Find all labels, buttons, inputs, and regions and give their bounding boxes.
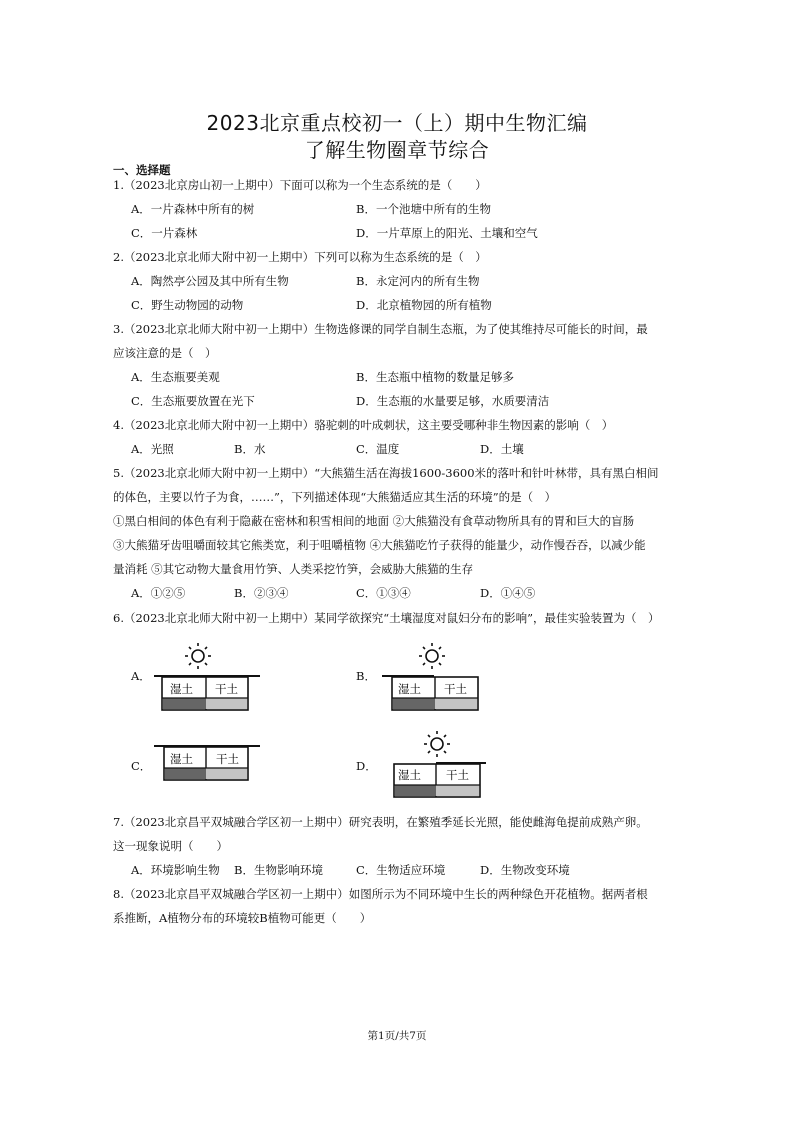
document-title: 2023北京重点校初一（上）期中生物汇编 <box>206 111 588 135</box>
q5-statement-line3: 量消耗 ⑤其它动物大量食用竹笋、人类采挖竹笋，会威胁大熊猫的生存 <box>113 562 474 576</box>
dry-soil-label: 干土 <box>215 682 238 696</box>
q4-option-b: B．水 <box>234 442 266 456</box>
q4-option-a: A．光照 <box>131 442 174 456</box>
q3-option-b: B．生态瓶中植物的数量足够多 <box>356 370 514 384</box>
q5-statement-line2: ③大熊猫牙齿咀嚼面较其它熊类宽，利于咀嚼植物 ④大熊猫吃竹子获得的能量少，动作慢吞吞，以减少能 <box>113 538 646 552</box>
q7-option-b: B．生物影响环境 <box>234 863 323 877</box>
wet-soil-label: 湿土 <box>398 682 421 696</box>
wet-soil-label: 湿土 <box>398 768 421 782</box>
q5-option-b: B．②③④ <box>234 586 289 600</box>
sun-icon <box>185 643 211 669</box>
q6-figure-a <box>150 640 270 715</box>
section-heading: 一、选择题 <box>113 163 171 177</box>
wet-soil-label: 湿土 <box>170 682 193 696</box>
q4-option-d: D．土壤 <box>480 442 524 456</box>
q4-stem: 4.（2023北京北师大附中初一上期中）骆驼刺的叶成刺状，这主要受哪种非生物因素的影响（ ） <box>113 418 614 432</box>
q8-stem-line2: 系推断，A植物分布的环境较B植物可能更（ ） <box>113 911 372 925</box>
q1-option-d: D．一片草原上的阳光、土壤和空气 <box>356 226 538 240</box>
dry-soil-label: 干土 <box>444 682 467 696</box>
dry-soil-label: 干土 <box>446 768 469 782</box>
q2-option-b: B．永定河内的所有生物 <box>356 274 480 288</box>
q6-stem: 6.（2023北京北师大附中初一上期中）某同学欲探究“土壤湿度对鼠妇分布的影响”，最佳实验装置为（ ） <box>113 611 660 625</box>
q2-option-d: D．北京植物园的所有植物 <box>356 298 492 312</box>
q2-option-c: C．野生动物园的动物 <box>131 298 244 312</box>
q5-statement-line1: ①黑白相间的体色有利于隐蔽在密林和积雪相间的地面 ②大熊猫没有食草动物所具有的胃和巨大的盲肠 <box>113 514 635 528</box>
dry-soil-label: 干土 <box>216 752 239 766</box>
q1-option-a: A．一片森林中所有的树 <box>131 202 255 216</box>
q6-figure-c <box>150 740 270 785</box>
q5-option-a: A．①②⑤ <box>131 586 186 600</box>
q3-option-a: A．生态瓶要美观 <box>131 370 220 384</box>
q7-option-c: C．生物适应环境 <box>356 863 446 877</box>
q6-option-b-label: B． <box>356 669 376 683</box>
q6-option-d-label: D． <box>356 759 377 773</box>
document-subtitle: 了解生物圈章节综合 <box>304 138 490 162</box>
q1-option-c: C．一片森林 <box>131 226 198 240</box>
q3-option-d: D．生态瓶的水量要足够，水质要清洁 <box>356 394 550 408</box>
q5-stem-line2: 的体色，主要以竹子为食，……”，下列描述体现“大熊猫适应其生活的环境”的是（ ） <box>113 490 557 504</box>
page-number: 第1页/共7页 <box>367 1030 427 1042</box>
q4-option-c: C．温度 <box>356 442 400 456</box>
sun-icon <box>424 731 450 757</box>
q1-stem: 1.（2023北京房山初一上期中）下面可以称为一个生态系统的是（ ） <box>113 178 487 192</box>
q5-stem-line1: 5.（2023北京北师大附中初一上期中）“大熊猫生活在海拔1600-3600米的落叶和针叶林带，具有黑白相间 <box>113 466 659 480</box>
q7-option-a: A．环境影响生物 <box>131 863 220 877</box>
q6-figure-b <box>376 640 496 715</box>
q6-option-c-label: C． <box>131 759 152 773</box>
q2-stem: 2.（2023北京北师大附中初一上期中）下列可以称为生态系统的是（ ） <box>113 250 487 264</box>
q8-stem-line1: 8.（2023北京昌平双城融合学区初一上期中）如图所示为不同环境中生长的两种绿色开花植物。据两者根 <box>113 887 648 901</box>
q5-option-d: D．①④⑤ <box>480 586 536 600</box>
q3-stem-line1: 3.（2023北京北师大附中初一上期中）生物选修课的同学自制生态瓶，为了使其维持尽可能长的时间，最 <box>113 322 648 336</box>
q1-option-b: B．一个池塘中所有的生物 <box>356 202 491 216</box>
q7-stem-line1: 7.（2023北京昌平双城融合学区初一上期中）研究表明，在繁殖季延长光照，能使雌海龟提前成熟产卵。 <box>113 815 648 829</box>
q6-option-a-label: A． <box>131 669 151 683</box>
q3-stem-line2: 应该注意的是（ ） <box>113 346 217 360</box>
q3-option-c: C．生态瓶要放置在光下 <box>131 394 255 408</box>
wet-soil-label: 湿土 <box>170 752 193 766</box>
q5-option-c: C．①③④ <box>356 586 411 600</box>
q2-option-a: A．陶然亭公园及其中所有生物 <box>131 274 289 288</box>
q6-figure-d <box>386 728 496 800</box>
q7-option-d: D．生物改变环境 <box>480 863 570 877</box>
sun-icon <box>419 643 445 669</box>
q7-stem-line2: 这一现象说明（ ） <box>113 839 228 853</box>
